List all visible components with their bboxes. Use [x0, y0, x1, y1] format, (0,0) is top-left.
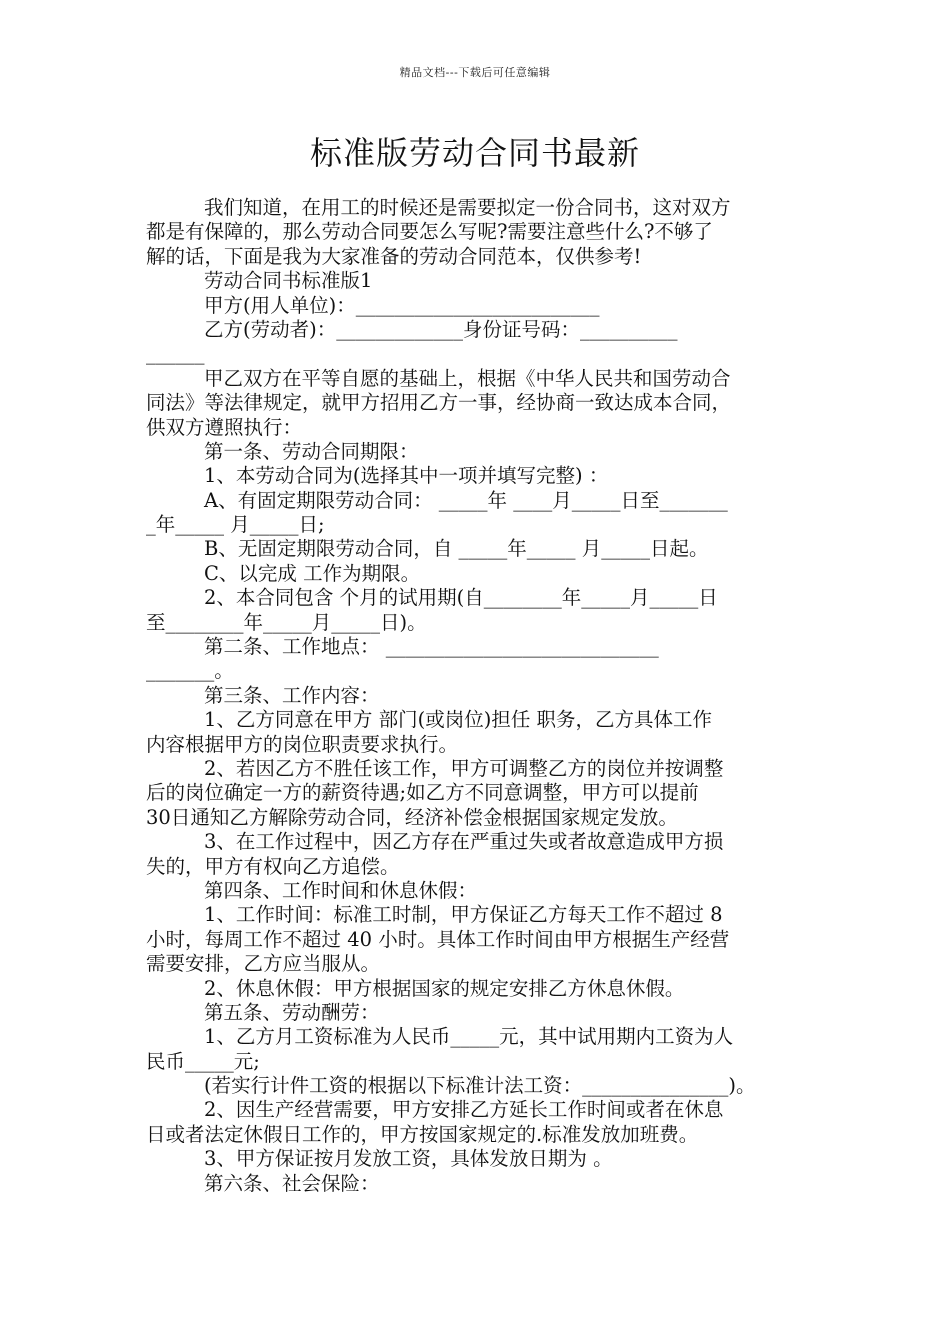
document-body [146, 196, 808, 1196]
text-line: _年_____ 月_____日; [146, 513, 325, 537]
text-line: 第二条、工作地点： ____________________________ [204, 635, 659, 659]
text-line: 供双方遵照执行： [146, 415, 303, 439]
text-line: 2、本合同包含 个月的试用期(自________年_____月_____日 [204, 586, 718, 610]
text-line: 1、乙方月工资标准为人民币_____元，其中试用期内工资为人 [204, 1025, 734, 1049]
text-line: B、无固定期限劳动合同，自 _____年_____ 月_____日起。 [204, 537, 709, 561]
text-line: 第三条、工作内容： [204, 683, 380, 707]
text-line: 2、休息休假：甲方根据国家的规定安排乙方休息休假。 [204, 976, 685, 1000]
text-line: A、有固定期限劳动合同： _____年 ____月_____日至_______ [204, 488, 728, 512]
text-line: 后的岗位确定一方的薪资待遇;如乙方不同意调整，甲方可以提前 [146, 781, 699, 805]
text-line: 劳动合同书标准版1 [204, 269, 373, 293]
text-line: 2、因生产经营需要，甲方安排乙方延长工作时间或者在休息 [204, 1098, 724, 1122]
text-line: C、以完成 工作为期限。 [204, 561, 421, 585]
text-line: 3、甲方保证按月发放工资，具体发放日期为 。 [204, 1147, 613, 1171]
text-line: 1、工作时间：标准工时制，甲方保证乙方每天工作不超过 8 [204, 903, 723, 927]
text-line: 1、乙方同意在甲方 部门(或岗位)担任 职务，乙方具体工作 [204, 708, 713, 732]
text-line: 同法》等法律规定，就甲方招用乙方一事，经协商一致达成本合同， [146, 391, 732, 415]
text-line: ______ [146, 342, 205, 366]
text-line: _______。 [146, 659, 234, 683]
text-line: 甲乙双方在平等自愿的基础上，根据《中华人民共和国劳动合 [204, 366, 731, 390]
text-line: 30日通知乙方解除劳动合同，经济补偿金根据国家规定发放。 [146, 805, 678, 829]
text-line: 第一条、劳动合同期限： [204, 439, 419, 463]
text-line: 至________年_____月_____日)。 [146, 610, 427, 634]
header-note: 精品文档---下载后可任意编辑 [399, 66, 551, 79]
document-title: 标准版劳动合同书最新 [309, 134, 640, 172]
text-line: 3、在工作过程中，因乙方存在严重过失或者故意造成甲方损 [204, 830, 724, 854]
text-line: 2、若因乙方不胜任该工作，甲方可调整乙方的岗位并按调整 [204, 756, 724, 780]
text-line: 失的，甲方有权向乙方追偿。 [146, 854, 400, 878]
text-line: 第六条、社会保险： [204, 1171, 380, 1195]
text-line: 日或者法定休假日工作的，甲方按国家规定的.标准发放加班费。 [146, 1122, 699, 1146]
text-line: 第五条、劳动酬劳： [204, 1000, 380, 1024]
text-line: (若实行计件工资的根据以下标准计法工资：_______________)。 [204, 1074, 756, 1098]
text-line: 第四条、工作时间和休息休假： [204, 878, 478, 902]
text-line: 小时，每周工作不超过 40 小时。具体工作时间由甲方根据生产经营 [146, 927, 730, 951]
text-line: 内容根据甲方的岗位职责要求执行。 [146, 732, 459, 756]
text-line: 我们知道，在用工的时候还是需要拟定一份合同书，这对双方 [204, 196, 731, 219]
text-line: 甲方(用人单位)：_________________________ [204, 293, 600, 317]
text-line: 都是有保障的，那么劳动合同要怎么写呢?需要注意些什么?不够了 [146, 220, 713, 244]
text-line: 需要安排，乙方应当服从。 [146, 952, 381, 976]
text-line: 1、本劳动合同为(选择其中一项并填写完整) ： [204, 464, 609, 488]
text-line: 民币_____元; [146, 1049, 260, 1073]
text-line: 解的话，下面是我为大家准备的劳动合同范本，仅供参考! [146, 244, 642, 268]
text-line: 乙方(劳动者)：_____________身份证号码：__________ [204, 317, 678, 341]
